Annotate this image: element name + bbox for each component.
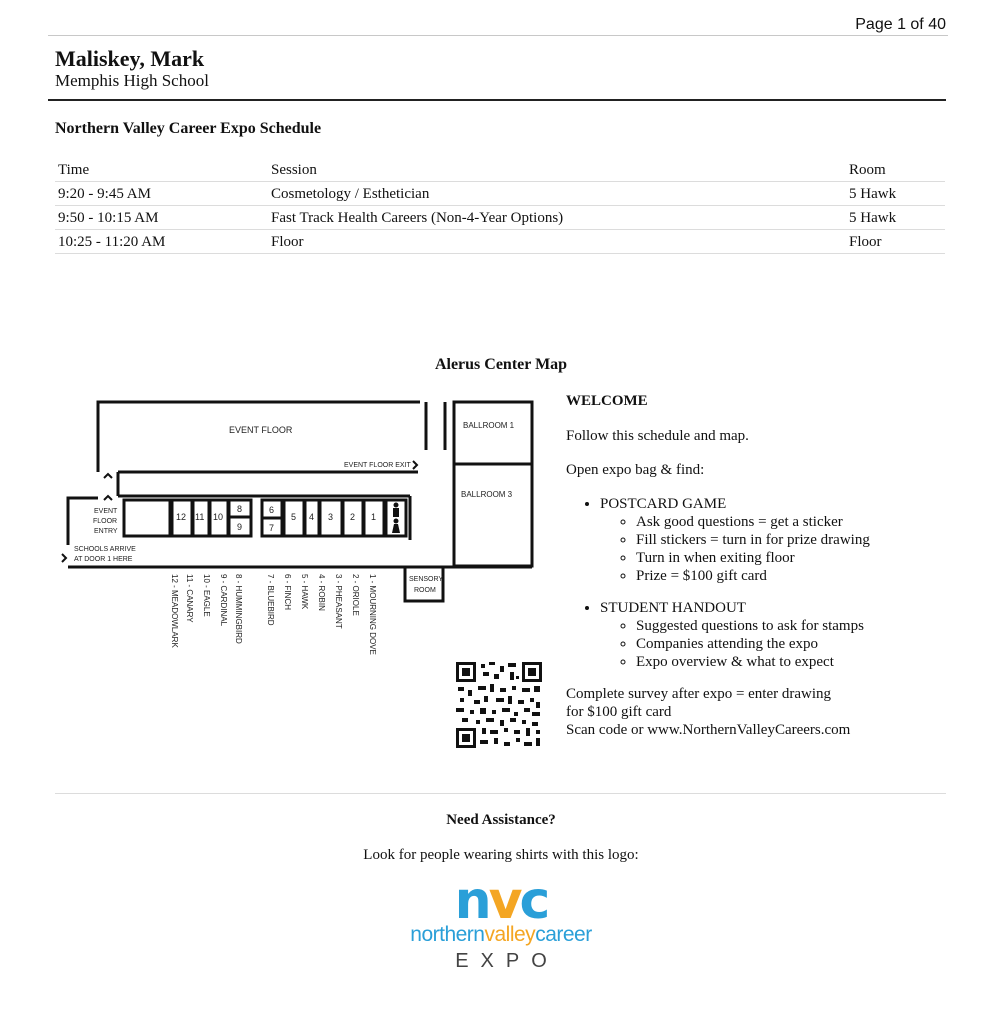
survey-text — [566, 685, 966, 739]
survey-line: Scan code or www.NorthernValleyCareers.com — [566, 722, 851, 738]
room-legend-item: 7 - BLUEBIRD — [266, 574, 275, 626]
student-name: Maliskey, Mark — [55, 46, 205, 71]
welcome-line: Open expo bag & find: — [566, 462, 705, 478]
venue-map — [0, 380, 560, 680]
survey-line: for $100 gift card — [566, 704, 672, 720]
entry-label-line3: ENTRY — [94, 528, 118, 535]
ballroom-1-outline — [454, 402, 532, 464]
schedule-title: Northern Valley Career Expo Schedule — [55, 120, 322, 137]
welcome-list — [566, 495, 966, 585]
room-number: 2 — [350, 512, 356, 522]
room-number: 10 — [213, 512, 224, 522]
entry-label-line2: FLOOR — [93, 518, 118, 525]
postcard-title: POSTCARD GAME — [600, 496, 727, 512]
schedule-table — [55, 158, 945, 254]
school-name: Memphis High School — [55, 71, 209, 90]
room-legend-item: 5 - HAWK — [300, 574, 309, 610]
welcome-line: Follow this schedule and map. — [566, 428, 749, 444]
sensory-room-box — [405, 567, 443, 601]
assistance-title: Need Assistance? — [446, 812, 556, 828]
room-number: 11 — [195, 512, 205, 522]
list-item — [600, 599, 966, 671]
list-item — [600, 495, 966, 585]
room-legend-item: 12 - MEADOWLARK — [170, 574, 179, 648]
cell-time: 9:20 - 9:45 AM — [55, 182, 268, 206]
cell-room: 5 Hawk — [846, 206, 945, 230]
list-item: ◦ Expo overview & what to expect — [636, 653, 966, 671]
chevron-right-icon — [62, 554, 66, 562]
room-number: 1 — [371, 512, 377, 522]
room-legend-item: 6 - FINCH — [283, 574, 292, 610]
page-number: Page 1 of 40 — [855, 16, 946, 33]
restroom-men-icon — [393, 503, 399, 518]
sensory-room-label-line2: ROOM — [414, 587, 436, 594]
chevron-up-icon — [104, 496, 112, 500]
survey-line: Complete survey after expo = enter drawing — [566, 686, 832, 702]
header-room: Room — [846, 158, 945, 182]
room-legend-item: 10 - EAGLE — [202, 574, 211, 617]
list-item: ◦ Prize = $100 gift card — [636, 567, 966, 585]
sensory-room-label-line1: SENSORY — [409, 576, 444, 583]
room-legend-item: 2 - ORIOLE — [351, 574, 360, 616]
list-item: ◦ Ask good questions = get a sticker — [636, 513, 966, 531]
logo-expo-text: EXPO — [455, 950, 559, 972]
cell-session: Floor — [268, 230, 846, 254]
room-box — [124, 500, 170, 536]
bottom-divider — [55, 793, 946, 794]
event-floor-label: EVENT FLOOR — [229, 425, 293, 435]
entry-label-line1: EVENT — [94, 508, 118, 515]
map-title: Alerus Center Map — [434, 356, 568, 373]
welcome-heading: WELCOME — [566, 393, 648, 409]
restroom-women-icon — [392, 519, 400, 534]
cell-session: Fast Track Health Careers (Non-4-Year Options) — [268, 206, 846, 230]
chevron-up-icon — [104, 474, 112, 478]
cell-session: Cosmetology / Esthetician — [268, 182, 846, 206]
room-number: 8 — [237, 504, 243, 514]
header-session: Session — [268, 158, 846, 182]
top-divider — [48, 35, 948, 36]
schedule-header-row — [55, 158, 945, 182]
list-item: ◦ Fill stickers = turn in for prize drawing — [636, 531, 966, 549]
header-time: Time — [55, 158, 268, 182]
assistance-text: Look for people wearing shirts with this logo: — [363, 847, 639, 863]
chevron-right-icon — [413, 461, 417, 469]
cell-time: 10:25 - 11:20 AM — [55, 230, 268, 254]
ballroom-3-label: BALLROOM 3 — [461, 490, 513, 499]
room-number: 3 — [328, 512, 334, 522]
schools-arrive-line2: AT DOOR 1 HERE — [74, 556, 133, 563]
table-row — [55, 206, 945, 230]
list-item: ◦ Suggested questions to ask for stamps — [636, 617, 966, 635]
room-legend-item: 1 - MOURNING DOVE — [368, 574, 377, 655]
logo-name: northernvalleycareer — [410, 923, 592, 946]
room-number: 9 — [237, 522, 243, 532]
room-number: 6 — [269, 505, 275, 515]
list-item: ◦ Companies attending the expo — [636, 635, 966, 653]
room-legend-item: 3 - PHEASANT — [334, 574, 343, 629]
room-legend-item: 11 - CANARY — [185, 574, 194, 623]
table-row — [55, 182, 945, 206]
room-number: 7 — [269, 523, 275, 533]
handout-title: STUDENT HANDOUT — [600, 600, 746, 616]
cell-room: Floor — [846, 230, 945, 254]
logo-mark: nvc — [454, 871, 548, 931]
ballroom-3-outline — [454, 464, 532, 566]
cell-time: 9:50 - 10:15 AM — [55, 206, 268, 230]
welcome-list — [566, 599, 966, 671]
room-legend-item: 8 - HUMMINGBIRD — [234, 574, 243, 644]
schools-arrive-line1: SCHOOLS ARRIVE — [74, 546, 136, 553]
header-divider — [48, 99, 946, 101]
table-row — [55, 230, 945, 254]
room-legend-item: 9 - CARDINAL — [219, 574, 228, 627]
ballroom-1-label: BALLROOM 1 — [463, 421, 515, 430]
list-item: ◦ Turn in when exiting floor — [636, 549, 966, 567]
event-floor-exit-label: EVENT FLOOR EXIT — [344, 462, 411, 469]
expo-logo — [396, 871, 606, 976]
room-legend-item: 4 - ROBIN — [317, 574, 326, 611]
qr-code-icon[interactable] — [456, 662, 542, 748]
cell-room: 5 Hawk — [846, 182, 945, 206]
welcome-panel — [566, 392, 966, 739]
room-number: 5 — [291, 512, 297, 522]
room-number: 4 — [309, 512, 315, 522]
room-number: 12 — [176, 512, 187, 522]
